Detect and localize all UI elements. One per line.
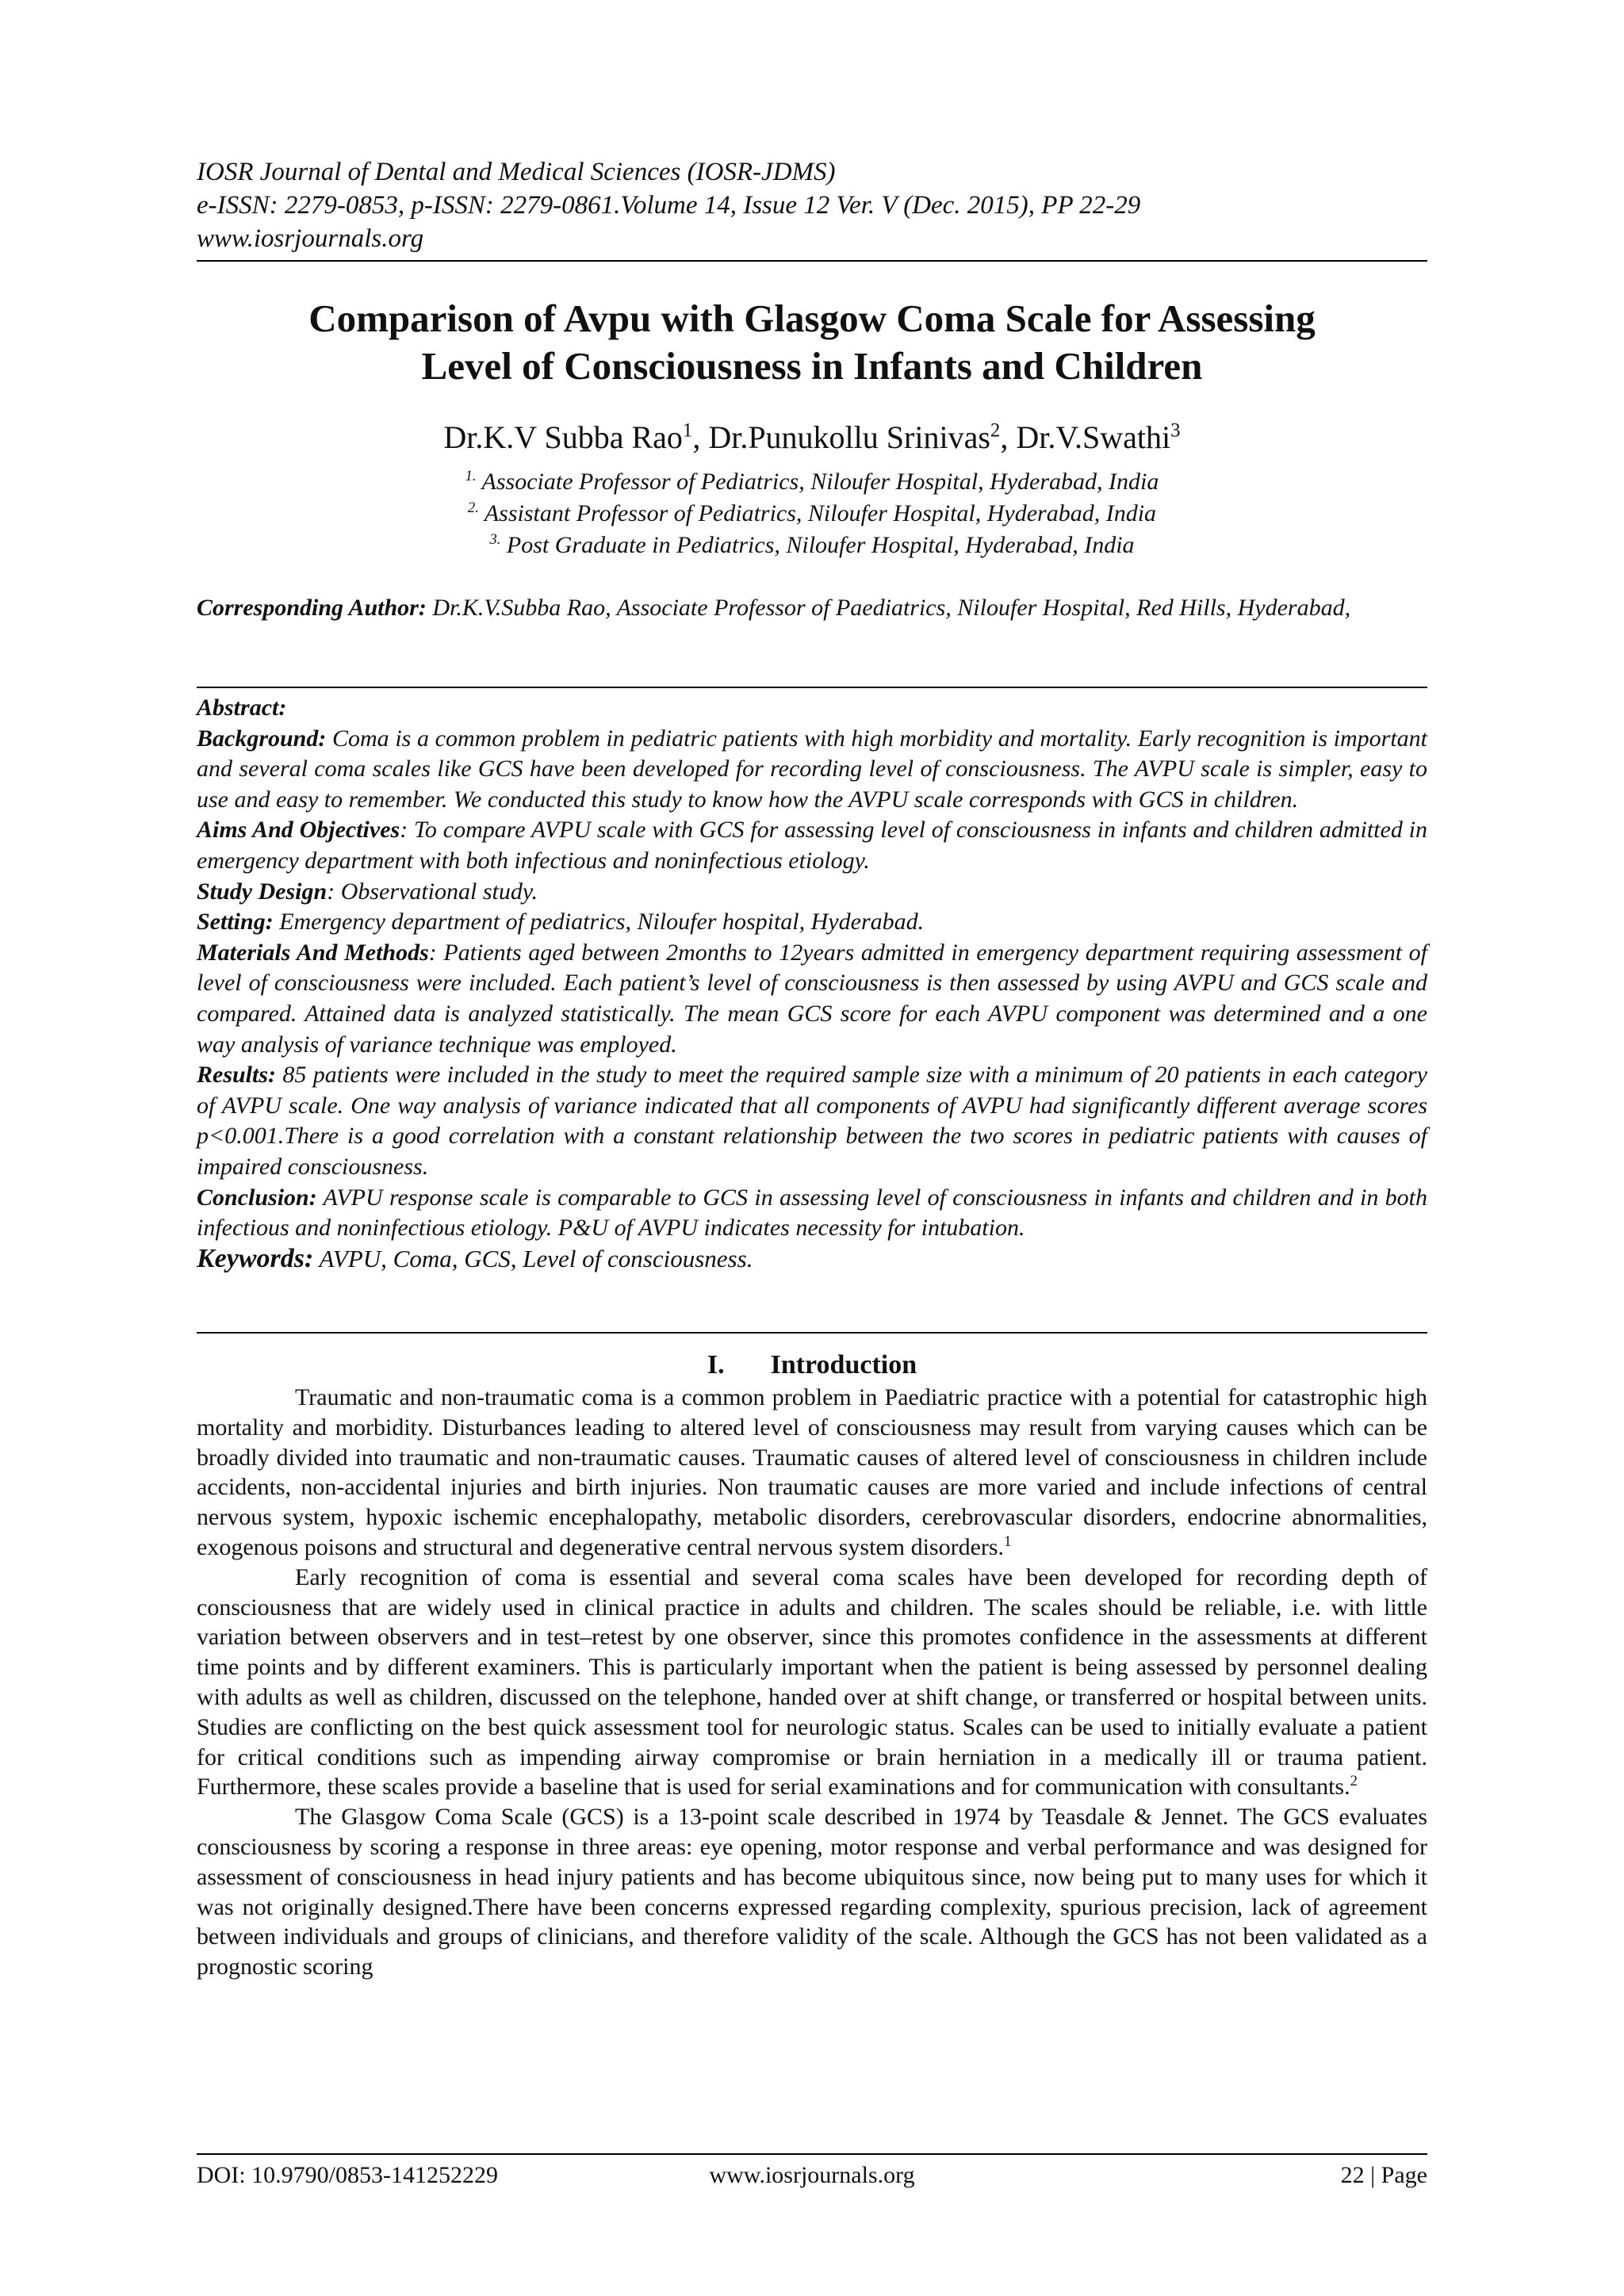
affiliation-number: 3.: [489, 531, 501, 548]
citation-ref: 1: [1004, 1533, 1012, 1550]
journal-website: www.iosrjournals.org: [197, 224, 424, 253]
author-list: [197, 419, 1427, 457]
affiliation: [197, 498, 1427, 530]
abstract-label: Results:: [197, 1062, 277, 1089]
abstract-label: Setting:: [197, 909, 274, 936]
abstract-setting: [197, 907, 1427, 938]
abstract-background: [197, 724, 1427, 816]
abstract-label: Conclusion:: [197, 1184, 317, 1211]
abstract-text: : Observational study.: [327, 878, 538, 905]
affiliation-number: 1.: [465, 468, 477, 484]
affiliation: [197, 530, 1427, 561]
footer-page-number: 22 | Page: [1340, 2162, 1427, 2188]
footer-doi: DOI: 10.9790/0853-141252229: [197, 2162, 498, 2188]
abstract-text: : Patients aged between 2months to 12years admitted in emergency department requiring assessment of level of consciousness were included. Each patient’s level of consciousness is then assessed by using AVPU and GCS scale and compared. Attained data is analyzed statistically. The mean GCS score for each AVPU component was determined and a one way analysis of variance technique was employed.: [197, 939, 1427, 1058]
abstract-conclusion: [197, 1183, 1427, 1244]
paragraph-text: Traumatic and non-traumatic coma is a common problem in Paediatric practice with a potential for catastrophic high mortality and morbidity. Disturbances leading to altered level of consciousness may result from varying causes which can be broadly divided into traumatic and non-traumatic causes. Traumatic causes of altered level of consciousness in children include accidents, non-accidental injuries and birth injuries. Non traumatic causes are more varied and include infections of central nervous system, hypoxic ischemic encephalopathy, metabolic disorders, cerebrovascular disorders, endocrine abnormalities, exogenous poisons and structural and degenerative central nervous system disorders.: [197, 1384, 1427, 1560]
affiliation-list: [197, 466, 1427, 561]
journal-issue-info: e-ISSN: 2279-0853, p-ISSN: 2279-0861.Volume 14, Issue 12 Ver. V (Dec. 2015), PP 22-29: [197, 191, 1141, 220]
affiliation-number: 2.: [467, 499, 479, 516]
citation-ref: 2: [1350, 1773, 1358, 1790]
affiliation: [197, 466, 1427, 498]
author-name: Dr.K.V Subba Rao: [443, 419, 683, 455]
abstract-label: Materials And Methods: [197, 939, 429, 966]
header-rule: [197, 260, 1427, 262]
author-name: Dr.V.Swathi: [1016, 419, 1171, 455]
affiliation-text: Post Graduate in Pediatrics, Niloufer Hospital, Hyderabad, India: [506, 532, 1135, 558]
journal-name: IOSR Journal of Dental and Medical Sciences (IOSR-JDMS): [197, 158, 836, 186]
introduction-body: [197, 1383, 1427, 1982]
author-separator: ,: [692, 419, 709, 455]
paragraph-text: The Glasgow Coma Scale (GCS) is a 13-point scale described in 1974 by Teasdale & Jennet. The GCS evaluates consciousness by scoring a response in three areas: eye opening, motor response and verbal performance and was designed for assessment of consciousness in head injury patients and has become ubiquitous since, now being put to many uses for which it was not originally designed.There have been concerns expressed regarding complexity, spurious precision, lack of agreement between individuals and groups of clinicians, and therefore validity of the scale. Although the GCS has not been validated as a prognostic scoring: [197, 1804, 1427, 1980]
keywords-label: Keywords:: [197, 1243, 314, 1273]
corresponding-label: Corresponding Author:: [197, 595, 427, 621]
abstract-top-rule: [197, 687, 1427, 688]
title-line-2: Level of Consciousness in Infants and Children: [421, 344, 1203, 388]
paper-title: [197, 295, 1427, 390]
title-line-1: Comparison of Avpu with Glasgow Coma Scale for Assessing: [308, 297, 1316, 340]
abstract-heading: Abstract:: [197, 695, 287, 721]
abstract: [197, 693, 1427, 1274]
footer-rule: [197, 2153, 1427, 2155]
abstract-aims: [197, 815, 1427, 876]
author-separator: ,: [1000, 419, 1017, 455]
abstract-text: : To compare AVPU scale with GCS for assessing level of consciousness in infants and children admitted in emergency department with both infectious and noninfectious etiology.: [197, 817, 1427, 874]
author-sup: 1: [682, 419, 693, 442]
section-title: Introduction: [770, 1350, 917, 1380]
journal-header: [197, 155, 1434, 255]
body-paragraph: [197, 1563, 1427, 1802]
corresponding-author: [197, 593, 1427, 623]
section-number: I.: [707, 1350, 725, 1380]
body-paragraph: [197, 1383, 1427, 1563]
abstract-text: AVPU response scale is comparable to GCS in assessing level of consciousness in infants and children and in both infectious and noninfectious etiology. P&U of AVPU indicates necessity for intubation.: [197, 1184, 1427, 1242]
abstract-text: Coma is a common problem in pediatric patients with high morbidity and mortality. Early recognition is important and several coma scales like GCS have been developed for recording level of consciousness. The AVPU scale is simpler, easy to use and easy to remember. We conducted this study to know how the AVPU scale corresponds with GCS in children.: [197, 725, 1427, 813]
author-name: Dr.Punukollu Srinivas: [708, 419, 990, 455]
footer-website: www.iosrjournals.org: [709, 2162, 915, 2188]
paragraph-text: Early recognition of coma is essential and several coma scales have been developed for recording depth of consciousness that are widely used in clinical practice in adults and children. The scales should be reliable, i.e. with little variation between observers and in test–retest by one observer, since this promotes confidence in the assessments at different time points and by different examiners. This is particularly important when the patient is being assessed by personnel dealing with adults as well as children, discussed on the telephone, handed over at shift change, or transferred or hospital between units. Studies are conflicting on the best quick assessment tool for neurologic status. Scales can be used to initially evaluate a patient for critical conditions such as impending airway compromise or brain herniation in a medically ill or trauma patient. Furthermore, these scales provide a baseline that is used for serial examinations and for communication with consultants.: [197, 1563, 1427, 1800]
affiliation-text: Associate Professor of Pediatrics, Niloufer Hospital, Hyderabad, India: [481, 469, 1159, 495]
keywords-text: AVPU, Coma, GCS, Level of consciousness.: [313, 1244, 753, 1272]
author-sup: 3: [1170, 419, 1181, 442]
author-sup: 2: [990, 419, 1001, 442]
abstract-text: 85 patients were included in the study to meet the required sample size with a minimum of 20 patients in each category of AVPU scale. One way analysis of variance indicated that all components of AVPU had significantly different average scores p<0.001.There is a good correlation with a constant relationship between the two scores in pediatric patients with causes of impaired consciousness.: [197, 1062, 1427, 1180]
abstract-bottom-rule: [197, 1332, 1427, 1334]
corresponding-text: Dr.K.V.Subba Rao, Associate Professor of Paediatrics, Niloufer Hospital, Red Hills, Hyderabad,: [426, 595, 1351, 621]
abstract-label: Background:: [197, 725, 327, 752]
affiliation-text: Assistant Professor of Pediatrics, Niloufer Hospital, Hyderabad, India: [484, 500, 1157, 526]
abstract-results: [197, 1060, 1427, 1182]
abstract-label: Study Design: [197, 878, 327, 905]
abstract-text: Emergency department of pediatrics, Niloufer hospital, Hyderabad.: [273, 909, 925, 936]
abstract-design: [197, 877, 1427, 908]
abstract-methods: [197, 938, 1427, 1060]
abstract-keywords: [197, 1244, 1427, 1275]
section-heading: [197, 1349, 1427, 1381]
abstract-label: Aims And Objectives: [197, 817, 400, 844]
body-paragraph: [197, 1802, 1427, 1982]
